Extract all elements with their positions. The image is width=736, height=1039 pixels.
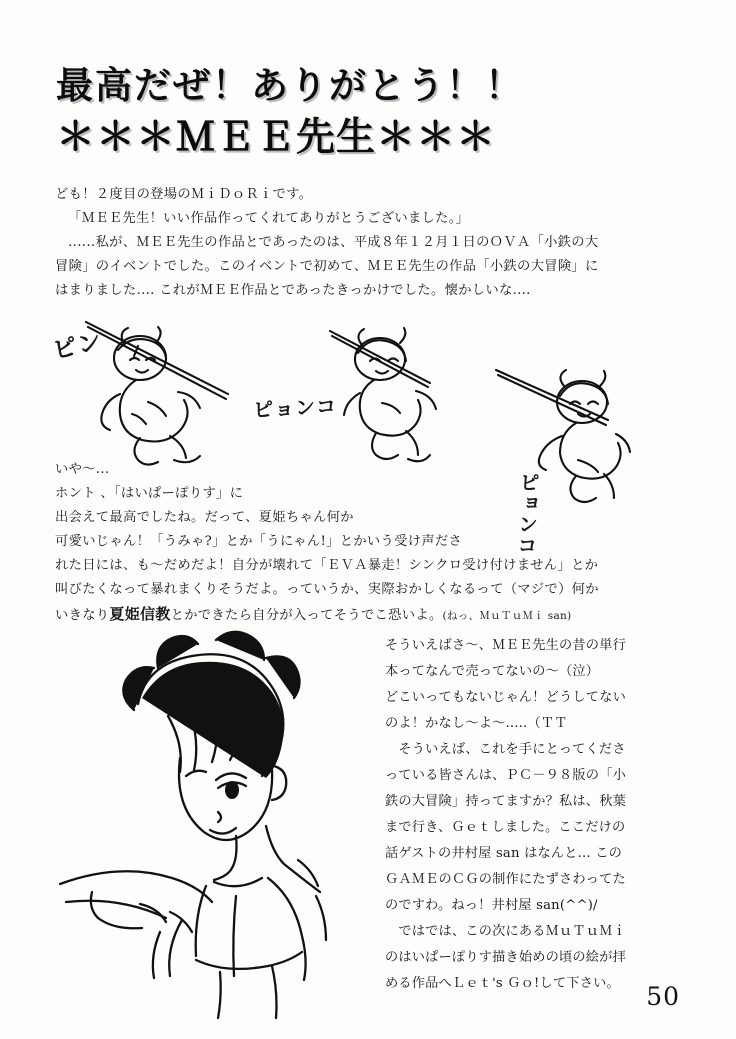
middle-paragraph — [55, 458, 680, 628]
illustration-main-portrait — [30, 620, 390, 1020]
middle-line-5: れた日には、も～だめだよ！自分が壊れて「ＥＶＡ暴走！シンクロ受け付けません」とか — [55, 558, 599, 573]
sfx-text-3: ピョンコ — [513, 471, 541, 557]
right-line-13: のはいぱーぽりす描き始めの頃の絵が拝 — [385, 950, 626, 965]
intro-line-3: ‥‥‥私が、ＭＥＥ先生の作品とであったのは、平成８年１２月１日のＯＶＡ「小鉄の大 — [68, 235, 599, 250]
title-line-2: ＊＊＊ＭＥＥ先生＊＊＊ — [56, 114, 497, 160]
page-title — [56, 62, 676, 162]
right-line-1: そういえばさ～、ＭＥＥ先生の昔の単行 — [385, 638, 626, 653]
intro-line-1: ども！２度目の登場のＭｉＤｏＲｉです。 — [55, 187, 313, 202]
intro-line-4: 冒険」のイベントでした。このイベントで初めて、ＭＥＥ先生の作品「小鉄の大冒険」に — [55, 259, 599, 274]
right-line-6: っている皆さんは、ＰＣ－９８版の「小 — [385, 768, 626, 783]
middle-line-1: いや～... — [55, 462, 110, 477]
page-number: 50 — [646, 982, 680, 1011]
middle-last-emphasis: 夏姫信教 — [109, 605, 171, 623]
right-line-7: 鉄の大冒険」持ってますか？私は、秋葉 — [385, 794, 626, 809]
intro-paragraph — [55, 183, 680, 303]
right-line-2: 本ってなんで売ってないの～（泣） — [385, 664, 600, 679]
right-line-5: そういえば、これを手にとってくださ — [385, 742, 626, 757]
sfx-text-2: ピョンコ — [252, 393, 338, 423]
right-line-8: まで行き、Ｇｅｔしました。ここだけの — [385, 820, 626, 835]
middle-line-3: 出会えて最高でしたね。だって、夏姫ちゃん何か — [55, 510, 354, 525]
middle-line-6: 叫びたくなって暴れまくりそうだよ。っていうか、実際おかしくなるって（マジで）何か — [55, 582, 599, 597]
right-line-9: 話ゲストの井村屋 san はなんと... この — [385, 846, 622, 861]
intro-line-2: 「ＭＥＥ先生！いい作品作ってくれてありがとうございました。」 — [68, 211, 470, 226]
right-line-10: ＧＡＭＥのＣＧの制作にたずさわってた — [385, 872, 626, 887]
title-line-1: 最高だぜ！ありがとう！！ — [56, 63, 524, 107]
right-line-14: める作品へＬｅｔ's Ｇｏ!して下さい。 — [385, 976, 620, 991]
middle-last-suffix: とかできたら自分が入ってそうでこ恐いよ。 — [170, 608, 443, 623]
right-line-12: ではでは、この次にあるＭｕＴｕＭｉ — [385, 924, 626, 939]
right-line-3: どこいってもないじゃん！どうしてない — [385, 690, 626, 705]
middle-last-note: (ねっ、ＭｕＴｕＭｉ san) — [442, 610, 572, 622]
illustration-chibi-b — [318, 325, 458, 475]
right-line-11: のですわ。ねっ！井村屋 san(^^)/ — [385, 898, 598, 913]
illustration-chibi-a — [78, 310, 248, 470]
right-column-text — [385, 633, 675, 997]
sfx-text-1: ピン — [50, 327, 105, 365]
middle-last-prefix: いきなり — [55, 608, 110, 623]
intro-line-5: はまりました.... これがＭＥＥ作品とであったきっかけでした。懐かしいな.... — [55, 283, 531, 298]
middle-line-4: 可愛いじゃん！「うみゃ?」とか「うにゃん!」とかいう受け声ださ — [55, 534, 463, 549]
right-line-4: のよ！かなし～よ～.....（ＴＴ — [385, 716, 568, 731]
middle-line-2: ホント 、「はいぱーぽりす」に — [55, 486, 244, 501]
